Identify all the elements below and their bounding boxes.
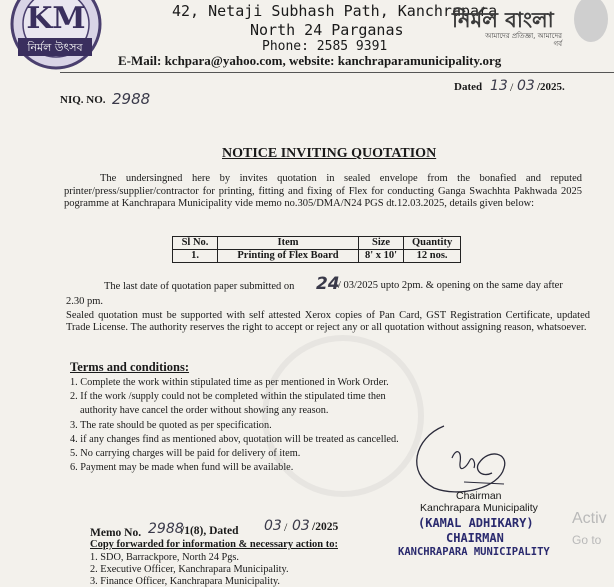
phone-number: Phone: 2585 9391 (262, 39, 388, 54)
last-date-text: The last date of quotation paper submitted on (104, 281, 295, 292)
sealed-paragraph: Sealed quotation must be supported with self attested Xerox copies of Pan Card, GST Registration Certificate, updated Trade License. The authority reserves the right to accept or reject any or all quotation without assigning reason, whatsoever. (66, 309, 590, 333)
svg-text:KM: KM (26, 1, 86, 36)
memo-month: 03 (292, 518, 310, 534)
memo-day: 03 (264, 518, 282, 534)
email-website-line: E-Mail: kchpara@yahoo.com, website: kanchraparamunicipality.org (118, 53, 502, 68)
header-cell: Sl No. (173, 237, 218, 250)
term-item: 5. No carrying charges will be paid for delivery of item. (70, 448, 301, 459)
last-date-day: 24 (316, 274, 340, 294)
niq-label: NIQ. NO. (60, 94, 106, 106)
activate-windows-subtext: Go to (572, 533, 602, 547)
address-line-2: North 24 Parganas (250, 21, 404, 39)
signature-title: Chairman (456, 490, 502, 502)
stamp-name: (KAMAL ADHIKARY) (418, 516, 534, 530)
activate-windows-text: Activ (572, 510, 607, 527)
term-item: 2. If the work /supply could not be completed within the stipulated time then (70, 391, 386, 402)
header-cell: Item (218, 237, 359, 250)
stamp-title: CHAIRMAN (446, 531, 504, 545)
table-cell: 1. (173, 250, 218, 263)
table-header-row (173, 237, 461, 250)
last-date-rest: / 03/2025 upto 2pm. & opening on the same day after (338, 280, 563, 291)
dated-day: 13 (490, 78, 508, 94)
svg-text:নির্মল উৎসব: নির্মল উৎসব (27, 41, 83, 54)
municipality-logo (6, 0, 102, 72)
dated-label: Dated (454, 81, 483, 93)
dated-month: 03 (517, 78, 535, 94)
last-date-time: 2.30 pm. (66, 296, 104, 307)
header-cell: Quantity (404, 237, 461, 250)
nirmal-bangla-logo: নির্মল বাংলা আমাদের প্রতিজ্ঞা, আমাদের গর্ব (452, 0, 614, 50)
term-item: 4. if any changes find as mentioned abov, quotation will be treated as cancelled. (70, 434, 399, 445)
signature-org: Kanchrapara Municipality (420, 502, 538, 514)
copy-item: 3. Finance Officer, Kanchrapara Municipality. (90, 576, 281, 587)
term-item: authority have cancel the order without showing any reason. (80, 405, 329, 416)
watermark-seal (262, 335, 424, 497)
memo-label: Memo No. (90, 527, 142, 539)
copy-heading: Copy forwarded for information & necessary action to: (90, 539, 338, 550)
table-cell: Printing of Flex Board (218, 250, 359, 263)
address-line-1: 42, Netaji Subhash Path, Kanchrapara (172, 2, 498, 20)
intro-paragraph: The undersingned here by invites quotation in sealed envelope from the bonafied and reputed printer/press/supplier/contractor for printing, fitting and fixing of Flex for conducting Ganga Swachhta Pakhwada 2025 pogramme at Kanchrapara Municipality vide memo no.305/DMA/N24 PGS dt.12.03.2025, details given below: (64, 173, 582, 209)
niq-number: 2988 (112, 90, 151, 108)
term-item: 6. Payment may be made when fund will be available. (70, 462, 294, 473)
term-item: 1. Complete the work within stipulated time as per mentioned in Work Order. (70, 377, 389, 388)
copy-item: 2. Executive Officer, Kanchrapara Municipality. (90, 564, 289, 575)
terms-heading: Terms and conditions: (70, 360, 190, 374)
copy-item: 1. SDO, Barrackpore, North 24 Pgs. (90, 552, 239, 563)
header-divider (60, 72, 614, 73)
table-cell: 12 nos. (404, 250, 461, 263)
table-row (173, 250, 461, 263)
header-cell: Size (359, 237, 404, 250)
table-cell: 8' x 10' (359, 250, 404, 263)
dated-year: /2025. (537, 81, 565, 93)
term-item: 3. The rate should be quoted as per specification. (70, 420, 272, 431)
memo-year: /2025 (312, 521, 339, 533)
stamp-org: KANCHRAPARA MUNICIPALITY (398, 546, 550, 558)
quotation-table (172, 236, 461, 263)
memo-number: 2988 (148, 521, 184, 537)
notice-title: NOTICE INVITING QUOTATION (222, 146, 437, 161)
memo-suffix: /1(8), Dated (181, 525, 239, 537)
